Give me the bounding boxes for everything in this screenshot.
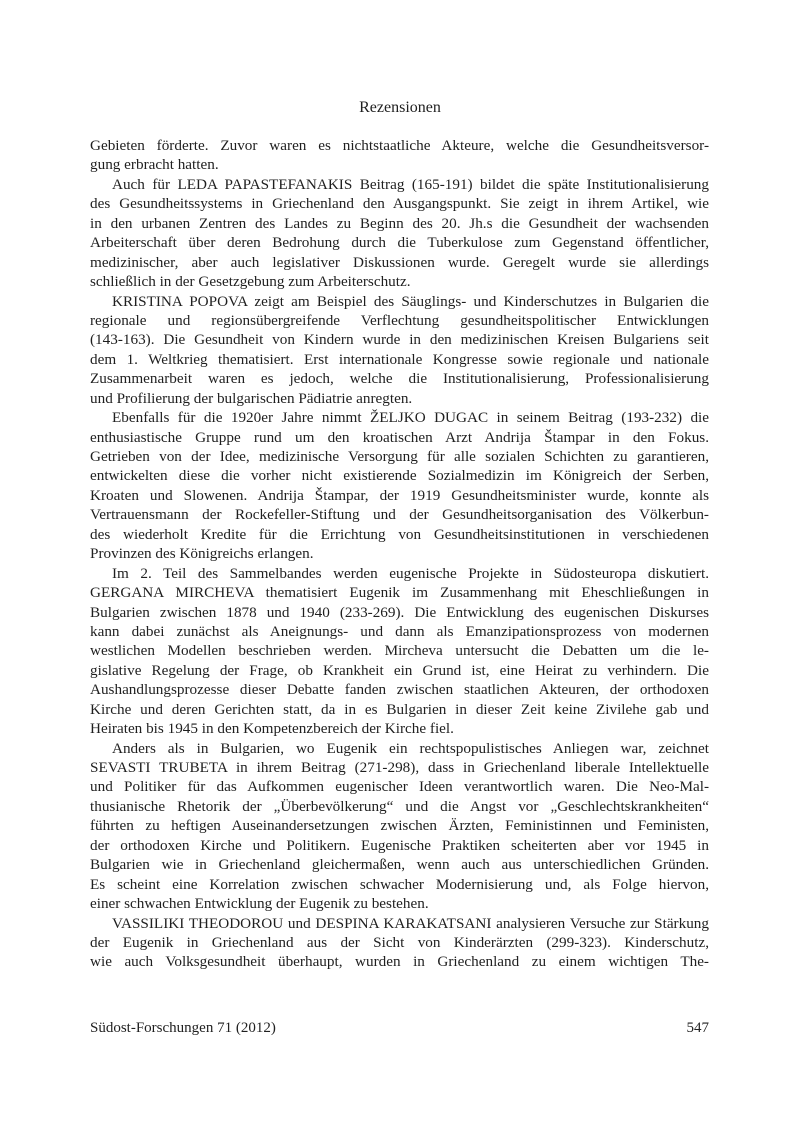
text-line: thusianische Rhetorik der „Überbevölkerung“ und die Angst vor „Geschlechtskrankheiten“ <box>90 797 709 815</box>
text-line: Heiraten bis 1945 in den Kompetenzbereich der Kirche fiel. <box>90 720 454 738</box>
text-line: regionale und regionsübergreifende Verflechtung gesundheitspolitischer Entwicklungen <box>90 311 709 329</box>
text-line: Zusammenarbeit waren es jedoch, welche die Institutionalisierung, Professionalisierung <box>90 370 709 388</box>
text-line: gung erbracht hatten. <box>90 156 219 174</box>
text-line: medizinischer, aber auch legislativer Diskussionen wurde. Geregelt wurde sie allerdings <box>90 253 709 271</box>
page-number: 547 <box>686 1020 709 1036</box>
text-line: Bulgarien wie in Griechenland gleichermaßen, wenn auch aus unterschiedlichen Gründen. <box>90 856 709 874</box>
text-line: wie auch Volksgesundheit überhaupt, wurden in Griechenland zu einem wichtigen The- <box>90 953 709 971</box>
text-line: Aushandlungsprozesse dieser Debatte fanden zwischen staatlichen Akteuren, der orthodoxen <box>90 681 709 699</box>
text-line: dem 1. Weltkrieg thematisiert. Erst internationale Kongresse sowie regionale und nationale <box>90 350 709 368</box>
text-line: Kirche und deren Gerichten statt, da in es Bulgarien in dieser Zeit keine Zivilehe gab und <box>90 700 709 718</box>
text-line: und Politiker für das Aufkommen eugenischer Ideen verantwortlich waren. Die Neo-Mal- <box>90 778 709 796</box>
text-line: Getrieben von der Idee, medizinische Versorgung für alle sozialen Schichten zu garantieren, <box>90 448 709 465</box>
text-line: Im 2. Teil des Sammelbandes werden eugenische Projekte in Südosteuropa diskutiert. <box>112 564 709 582</box>
text-line: kann dabei zunächst als Aneignungs- und dann als Emanzipationsprozess von modernen <box>90 622 709 640</box>
text-line: Ebenfalls für die 1920er Jahre nimmt ŽELJKO DUGAC in seinem Beitrag (193-232) die <box>112 409 709 427</box>
text-line: Kroaten und Slowenen. Andrija Štampar, der 1919 Gesundheitsminister wurde, konnte als <box>90 486 709 504</box>
text-line: SEVASTI TRUBETA in ihrem Beitrag (271-298), dass in Griechenland liberale Intellektuelle <box>90 759 709 776</box>
text-line: des wiederholt Kredite für die Errichtung von Gesundheitsinstitutionen in verschiedenen <box>90 525 709 543</box>
body-text <box>90 136 709 972</box>
text-line: entwickelten diese die vorher nicht existierende Sozialmedizin im Königreich der Serben, <box>90 467 709 485</box>
text-line: Gebieten förderte. Zuvor waren es nichtstaatliche Akteure, welche die Gesundheitsversor- <box>90 137 709 154</box>
text-line: KRISTINA POPOVA zeigt am Beispiel des Säuglings- und Kinderschutzes in Bulgarien die <box>112 292 709 310</box>
text-line: und Profilierung der bulgarischen Pädiatrie anregten. <box>90 389 413 407</box>
text-line: des Gesundheitssystems in Griechenland den Ausgangspunkt. Sie zeigt in ihrem Artikel, wie <box>90 195 709 213</box>
text-line: in den urbanen Zentren des Landes zu Beginn des 20. Jh.s die Gesundheit der wachsenden <box>90 214 709 232</box>
footer-journal: Südost-Forschungen 71 (2012) <box>90 1020 276 1036</box>
running-head: Rezensionen <box>359 99 441 116</box>
text-line: der Eugenik in Griechenland aus der Sicht von Kinderärzten (299-323). Kinderschutz, <box>90 933 709 951</box>
text-line: Auch für LEDA PAPASTEFANAKIS Beitrag (165-191) bildet die späte Institutionalisierung <box>112 175 709 193</box>
text-line: GERGANA MIRCHEVA thematisiert Eugenik im Zusammenhang mit Eheschließungen in <box>90 584 709 602</box>
text-line: schließlich in der Gesetzgebung zum Arbeiterschutz. <box>90 273 411 291</box>
text-line: Vertrauensmann der Rockefeller-Stiftung und der Gesundheitsorganisation des Völkerbun- <box>90 506 709 524</box>
text-line: der orthodoxen Kirche und Politikern. Eugenische Praktiken scheiterten aber vor 1945 in <box>90 836 709 854</box>
text-line: Arbeiterschaft über deren Bedrohung durch die Tuberkulose zum Gegenstand öffentlicher, <box>90 234 709 252</box>
text-line: Anders als in Bulgarien, wo Eugenik ein rechtspopulistisches Anliegen war, zeichnet <box>112 739 709 757</box>
text-line: einer schwachen Entwicklung der Eugenik zu bestehen. <box>90 895 429 913</box>
text-line: enthusiastische Gruppe rund um den kroatischen Arzt Andrija Štampar in den Fokus. <box>90 428 709 446</box>
text-line: gislative Regelung der Frage, ob Krankheit ein Grund ist, eine Heirat zu verhindern. Die <box>90 661 709 679</box>
text-line: Provinzen des Königreichs erlangen. <box>90 545 314 563</box>
text-line: führten zu heftigen Auseinandersetzungen zwischen Ärzten, Feministinnen und Feministen, <box>90 817 709 835</box>
text-line: Bulgarien zwischen 1878 und 1940 (233-269). Die Entwicklung des eugenischen Diskurses <box>90 603 709 621</box>
text-line: westlichen Modellen beschrieben werden. Mircheva untersucht die Debatten um die le- <box>90 642 709 660</box>
text-line: (143-163). Die Gesundheit von Kindern wurde in den medizinischen Kreisen Bulgariens seit <box>90 331 709 349</box>
text-line: VASSILIKI THEODOROU und DESPINA KARAKATSANI analysieren Versuche zur Stärkung <box>112 914 709 932</box>
text-line: Es scheint eine Korrelation zwischen schwacher Modernisierung und, als Folge hiervon, <box>90 875 709 893</box>
